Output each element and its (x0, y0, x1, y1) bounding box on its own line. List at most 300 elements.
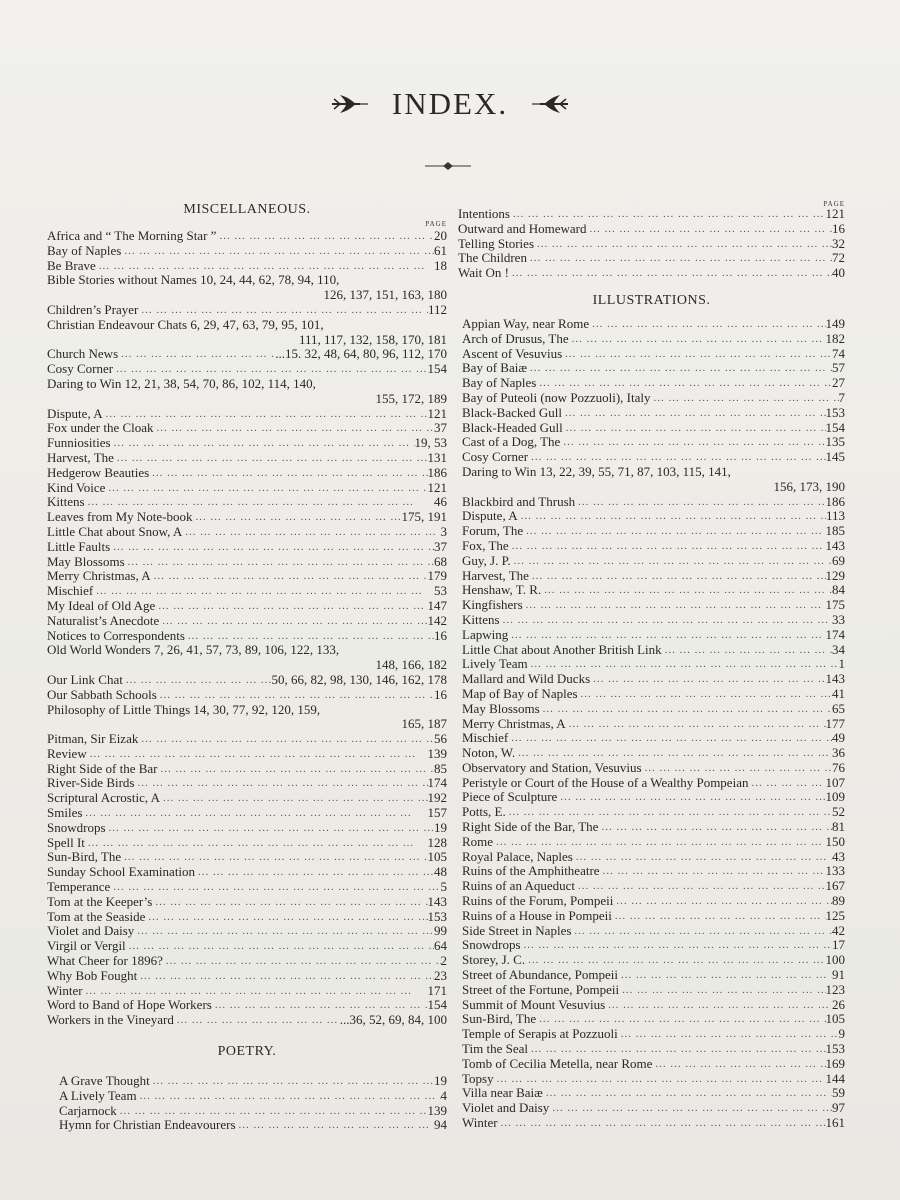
entry-page: 46 (434, 494, 447, 510)
index-entry (462, 435, 845, 450)
entry-label: Winter (462, 1115, 498, 1131)
index-entry (47, 776, 447, 791)
index-entry (47, 747, 447, 762)
dot-leader (536, 376, 832, 391)
index-entry (462, 938, 845, 953)
dot-leader (93, 584, 434, 599)
entry-page: 40 (832, 265, 845, 281)
entry-page: 5 (440, 879, 447, 895)
entry-page: 157 (427, 805, 447, 821)
entry-page: 175, 191 (401, 509, 447, 525)
index-entry (47, 273, 447, 303)
dot-leader (598, 820, 832, 835)
entry-label: Our Sabbath Schools (47, 686, 157, 702)
entry-label: Right Side of the Bar, The (462, 819, 599, 835)
index-entry (47, 643, 447, 673)
entry-label: Harvest, The (47, 449, 114, 465)
entry-page: 121 (825, 206, 845, 221)
entry-label: Ruins of the Forum, Pompeii (462, 893, 614, 909)
index-entry (462, 850, 845, 865)
entry-pages-continued: 126, 137, 151, 163, 180 (323, 287, 447, 303)
entry-label: Children’s Prayer (47, 301, 139, 317)
entry-pages-continued: 165, 187 (401, 716, 447, 732)
dot-leader (182, 525, 440, 540)
index-entry (47, 673, 447, 688)
entry-page: 57 (832, 360, 845, 376)
index-entry (47, 688, 447, 703)
dot-leader (185, 629, 434, 644)
entry-page: 41 (832, 685, 845, 701)
index-entry (47, 939, 447, 954)
index-entry (462, 347, 845, 362)
dot-leader (117, 1104, 428, 1119)
entry-label: Ruins of a House in Pompeii (462, 907, 612, 923)
dot-leader (110, 540, 434, 555)
entry-page: 7 (838, 389, 845, 405)
entry-label: Virgil or Vergil (47, 938, 126, 954)
entry-page: 48 (434, 864, 447, 880)
index-entry (47, 880, 447, 895)
entry-label: The Children (458, 250, 527, 266)
entry-label: Bible Stories without Names 10, 24, 44, 62, 78, 94, 110, (47, 272, 340, 288)
section-heading-illustrations: ILLUSTRATIONS. (592, 292, 711, 308)
entry-label: Violet and Daisy (47, 923, 135, 939)
index-entry (47, 806, 447, 821)
entry-page: 36 (832, 745, 845, 761)
entry-label: Noton, W. (462, 745, 516, 761)
entry-page: 16 (434, 686, 447, 702)
dot-leader (158, 762, 435, 777)
entry-label: Temple of Serapis at Pozzuoli (462, 1026, 618, 1042)
dot-leader (509, 539, 826, 554)
dot-leader (212, 998, 428, 1013)
dot-leader (154, 421, 434, 436)
index-entry (47, 362, 447, 377)
entry-label: Workers in the Vineyard (47, 1012, 174, 1028)
index-entry (47, 910, 447, 925)
index-entry (47, 303, 447, 318)
entry-label: Winter (47, 982, 83, 998)
entry-page: 76 (832, 759, 845, 775)
entry-page: 64 (434, 938, 447, 954)
entry-label: Violet and Daisy (462, 1100, 550, 1116)
index-entry (462, 643, 845, 658)
index-entry (47, 377, 447, 407)
entry-label: Mischief (462, 730, 509, 746)
dot-leader (138, 303, 428, 318)
index-entry (47, 584, 447, 599)
entry-page: 94 (434, 1117, 447, 1133)
index-entry (462, 761, 845, 776)
dot-leader (82, 806, 427, 821)
entry-label: My Ideal of Old Age (47, 597, 156, 613)
entry-label: Ascent of Vesuvius (462, 345, 563, 361)
entry-label: Blackbird and Thrush (462, 493, 576, 509)
index-entry (47, 969, 447, 984)
entry-label: Spell It (47, 834, 85, 850)
dot-leader (110, 880, 440, 895)
entry-page: 131 (427, 449, 447, 465)
index-entry (462, 450, 845, 465)
index-entry (462, 820, 845, 835)
entry-label: Sun-Bird, The (462, 1011, 537, 1027)
entry-label: Fox under the Cloak (47, 420, 154, 436)
entry-label: Observatory and Station, Vesuvius (462, 759, 642, 775)
index-entry (47, 466, 447, 481)
index-entry (462, 657, 845, 672)
entry-label: Old World Wonders 7, 26, 41, 57, 73, 89, 106, 122, 133, (47, 642, 340, 658)
entry-label: Temperance (47, 879, 111, 895)
entry-page: 112 (427, 301, 447, 317)
index-entry (47, 998, 447, 1013)
entry-page: 144 (825, 1070, 845, 1086)
dot-leader (566, 717, 826, 732)
dot-leader (618, 968, 832, 983)
index-entry (462, 968, 845, 983)
right-fleuron-icon (530, 93, 570, 115)
index-entry (462, 717, 845, 732)
dot-leader (106, 821, 434, 836)
dot-leader (508, 628, 825, 643)
index-entry (462, 746, 845, 761)
index-entry (47, 836, 447, 851)
entry-page: 16 (434, 627, 447, 643)
entry-page: 109 (825, 789, 845, 805)
index-entry (462, 569, 845, 584)
index-entry (47, 629, 447, 644)
dot-leader (525, 953, 825, 968)
index-entry (462, 924, 845, 939)
index-entry (462, 790, 845, 805)
dot-leader (195, 865, 434, 880)
entry-label: Tim the Seal (462, 1041, 528, 1057)
entry-label: Christian Endeavour Chats 6, 29, 47, 63, 79, 95, 101, (47, 316, 324, 332)
dot-leader (96, 259, 434, 274)
dot-leader (152, 895, 427, 910)
index-entry (462, 495, 845, 510)
dot-leader (123, 673, 272, 688)
dot-leader (589, 317, 825, 332)
dot-leader (145, 910, 427, 925)
entry-page: 69 (832, 552, 845, 568)
index-entry (462, 391, 845, 406)
entry-page: 107 (825, 774, 845, 790)
index-entry (462, 1012, 845, 1027)
dot-leader (543, 1086, 832, 1101)
entry-label: Word to Band of Hope Workers (47, 997, 212, 1013)
dot-leader (650, 391, 838, 406)
index-entry (47, 732, 447, 747)
dot-leader (103, 407, 428, 422)
entry-label: Scriptural Acrostic, A (47, 790, 161, 806)
dot-leader (562, 406, 826, 421)
entry-page: 16 (832, 220, 845, 236)
index-entry (47, 318, 447, 348)
index-entry (47, 954, 447, 969)
dot-leader (511, 554, 832, 569)
entry-page: 2 (440, 953, 447, 969)
dot-leader (575, 495, 825, 510)
entry-label: Bay of Naples (462, 375, 537, 391)
index-entry (462, 539, 845, 554)
index-entry (47, 347, 447, 362)
entry-page: 59 (832, 1085, 845, 1101)
dot-leader (528, 1042, 826, 1057)
dot-leader (590, 672, 825, 687)
entry-page: 149 (825, 315, 845, 331)
index-entry (47, 259, 447, 274)
dot-leader (151, 569, 428, 584)
index-entry (462, 524, 845, 539)
entry-page: 128 (427, 834, 447, 850)
entry-page: 49 (832, 730, 845, 746)
entry-page: 1 (838, 656, 845, 672)
dot-leader (155, 599, 427, 614)
dot-leader (85, 495, 434, 510)
entry-page: 18 (434, 257, 447, 273)
entry-page: 19, 53 (414, 435, 447, 451)
entry-page: 143 (825, 671, 845, 687)
left-column (47, 200, 447, 1133)
entry-pages-continued: 111, 117, 132, 158, 170, 181 (298, 331, 447, 347)
entry-page: 99 (434, 923, 447, 939)
dot-leader (515, 746, 832, 761)
index-entry (462, 864, 845, 879)
index-entry (47, 451, 447, 466)
entry-page: 171 (427, 982, 447, 998)
entry-label: Lively Team (462, 656, 528, 672)
entry-label: Little Chat about Snow, A (47, 523, 183, 539)
divider-ornament-icon (425, 158, 471, 176)
dot-leader (578, 687, 832, 702)
entry-label: Guy, J. P. (462, 552, 511, 568)
index-entry (462, 1057, 845, 1072)
index-entry (47, 895, 447, 910)
index-entry (47, 821, 447, 836)
entry-page: 123 (825, 981, 845, 997)
entry-label: Sun-Bird, The (47, 849, 122, 865)
index-entry (47, 762, 447, 777)
entry-label: Topsy (462, 1070, 494, 1086)
entry-label: Kittens (462, 611, 500, 627)
dot-leader (193, 510, 402, 525)
entry-label: Storey, J. C. (462, 952, 526, 968)
entry-label: What Cheer for 1896? (47, 953, 163, 969)
miscellaneous-list (47, 229, 447, 1028)
illustrations-list (458, 317, 845, 1131)
entry-page: 177 (825, 715, 845, 731)
entry-page: 174 (825, 626, 845, 642)
entry-label: Forum, The (462, 523, 524, 539)
dot-leader (508, 731, 832, 746)
entry-label: River-Side Birds (47, 775, 135, 791)
dot-leader (134, 924, 434, 939)
entry-label: Carjarnock (59, 1102, 117, 1118)
index-entry (59, 1074, 447, 1089)
dot-leader (518, 509, 826, 524)
dot-leader (652, 1057, 825, 1072)
dot-leader (529, 569, 826, 584)
entry-page: 145 (825, 449, 845, 465)
entry-page: 26 (832, 996, 845, 1012)
dot-leader (85, 836, 428, 851)
index-entry (462, 332, 845, 347)
index-entry (47, 924, 447, 939)
index-entry (462, 672, 845, 687)
dot-leader (494, 1072, 826, 1087)
entry-page: 135 (825, 434, 845, 450)
entry-page: 105 (825, 1011, 845, 1027)
dot-leader (498, 1116, 826, 1131)
index-entry (462, 376, 845, 391)
index-entry (462, 731, 845, 746)
index-entry (47, 703, 447, 733)
entry-label: Church News (47, 346, 119, 362)
entry-label: Piece of Sculpture (462, 789, 558, 805)
index-entry (462, 983, 845, 998)
entry-page: 129 (825, 567, 845, 583)
index-entry (47, 865, 447, 880)
entry-page: 34 (832, 641, 845, 657)
entry-label: Sunday School Examination (47, 864, 196, 880)
poetry-continued-list (458, 207, 845, 281)
entry-label: Street of the Fortune, Pompeii (462, 981, 620, 997)
dot-leader (540, 702, 832, 717)
dot-leader (510, 207, 826, 222)
dot-leader (121, 850, 427, 865)
entry-page: 192 (427, 790, 447, 806)
entry-label: Telling Stories (458, 235, 535, 251)
entry-label: Cast of a Dog, The (462, 434, 561, 450)
dot-leader (600, 864, 826, 879)
entry-pages-continued: 155, 172, 189 (375, 390, 447, 406)
index-entry (462, 583, 845, 598)
entry-label: Outward and Homeward (458, 220, 587, 236)
entry-label: Cosy Corner (47, 361, 114, 377)
index-entry (47, 436, 447, 451)
entry-page: ...36, 52, 69, 84, 100 (339, 1012, 447, 1028)
index-entry (458, 207, 845, 222)
entry-page: 81 (832, 819, 845, 835)
index-entry (462, 879, 845, 894)
entry-page: 100 (825, 952, 845, 968)
entry-page: 182 (825, 330, 845, 346)
entry-page: 42 (832, 922, 845, 938)
index-entry (462, 465, 845, 495)
dot-leader (523, 598, 826, 613)
entry-page: 53 (434, 583, 447, 599)
index-entry (462, 835, 845, 850)
index-entry (47, 555, 447, 570)
dot-leader (105, 481, 427, 496)
entry-label: May Blossoms (462, 700, 540, 716)
section-heading-miscellaneous: MISCELLANEOUS. (183, 202, 311, 217)
entry-page: 97 (832, 1100, 845, 1116)
entry-label: Fox, The (462, 537, 509, 553)
dot-leader (134, 776, 427, 791)
entry-page: 85 (434, 760, 447, 776)
entry-page: 72 (832, 250, 845, 266)
entry-label: Bay of Baiæ (462, 360, 527, 376)
entry-page: 74 (832, 345, 845, 361)
dot-leader (150, 1074, 434, 1089)
entry-page: 19 (434, 1073, 447, 1089)
dot-leader (612, 909, 826, 924)
index-entry (47, 481, 447, 496)
index-entry (59, 1089, 447, 1104)
entry-page: 125 (825, 907, 845, 923)
entry-page: 150 (825, 833, 845, 849)
entry-label: Side Street in Naples (462, 922, 572, 938)
index-entry (47, 791, 447, 806)
dot-leader (500, 613, 832, 628)
entry-label: Review (47, 745, 87, 761)
entry-label: Ruins of the Amphitheatre (462, 863, 600, 879)
dot-leader (509, 266, 832, 281)
entry-label: Street of Abundance, Pompeii (462, 967, 618, 983)
entry-page: 37 (434, 538, 447, 554)
dot-leader (560, 435, 825, 450)
dot-leader (575, 879, 825, 894)
index-title-row (0, 86, 900, 122)
entry-page: 143 (427, 893, 447, 909)
index-entry (462, 1116, 845, 1131)
dot-leader (174, 1013, 340, 1028)
entry-page: 3 (440, 523, 447, 539)
entry-label: Little Faults (47, 538, 111, 554)
entry-page: 139 (427, 1102, 447, 1118)
index-entry (462, 1072, 845, 1087)
entry-label: Africa and “ The Morning Star ” (47, 228, 217, 243)
entry-page: 133 (825, 863, 845, 879)
entry-page: 175 (825, 597, 845, 613)
dot-leader (619, 983, 825, 998)
entry-label: Daring to Win 12, 21, 38, 54, 70, 86, 102, 114, 140, (47, 375, 316, 391)
index-entry (462, 509, 845, 524)
dot-leader (83, 984, 428, 999)
entry-label: Ruins of an Aqueduct (462, 878, 576, 894)
entry-page: 33 (832, 611, 845, 627)
entry-page: 17 (832, 937, 845, 953)
dot-leader (587, 222, 832, 237)
index-entry (462, 805, 845, 820)
entry-label: Smiles (47, 805, 83, 821)
entry-page: 52 (832, 804, 845, 820)
entry-label: Naturalist’s Anecdote (47, 612, 160, 628)
index-entry (462, 894, 845, 909)
dot-leader (138, 732, 434, 747)
entry-label: Wait On ! (458, 265, 509, 281)
entry-label: Philosophy of Little Things 14, 30, 77, 92, 120, 159, (47, 701, 321, 717)
entry-label: Bay of Puteoli (now Pozzuoli), Italy (462, 389, 651, 405)
dot-leader (618, 1027, 839, 1042)
dot-leader (563, 421, 826, 436)
entry-page: 154 (427, 361, 447, 377)
entry-label: Tom at the Keeper’s (47, 893, 153, 909)
entry-label: Appian Way, near Rome (462, 315, 590, 331)
dot-leader (541, 583, 832, 598)
entry-label: A Lively Team (59, 1087, 137, 1103)
index-entry (462, 613, 845, 628)
dot-leader (642, 761, 832, 776)
entry-label: Tom at the Seaside (47, 908, 146, 924)
entry-label: Pitman, Sir Eizak (47, 731, 139, 747)
index-entry (462, 953, 845, 968)
index-entry (462, 554, 845, 569)
entry-label: Royal Palace, Naples (462, 848, 573, 864)
entry-label: Daring to Win 13, 22, 39, 55, 71, 87, 103, 115, 141, (462, 463, 731, 479)
index-entry (462, 1101, 845, 1116)
